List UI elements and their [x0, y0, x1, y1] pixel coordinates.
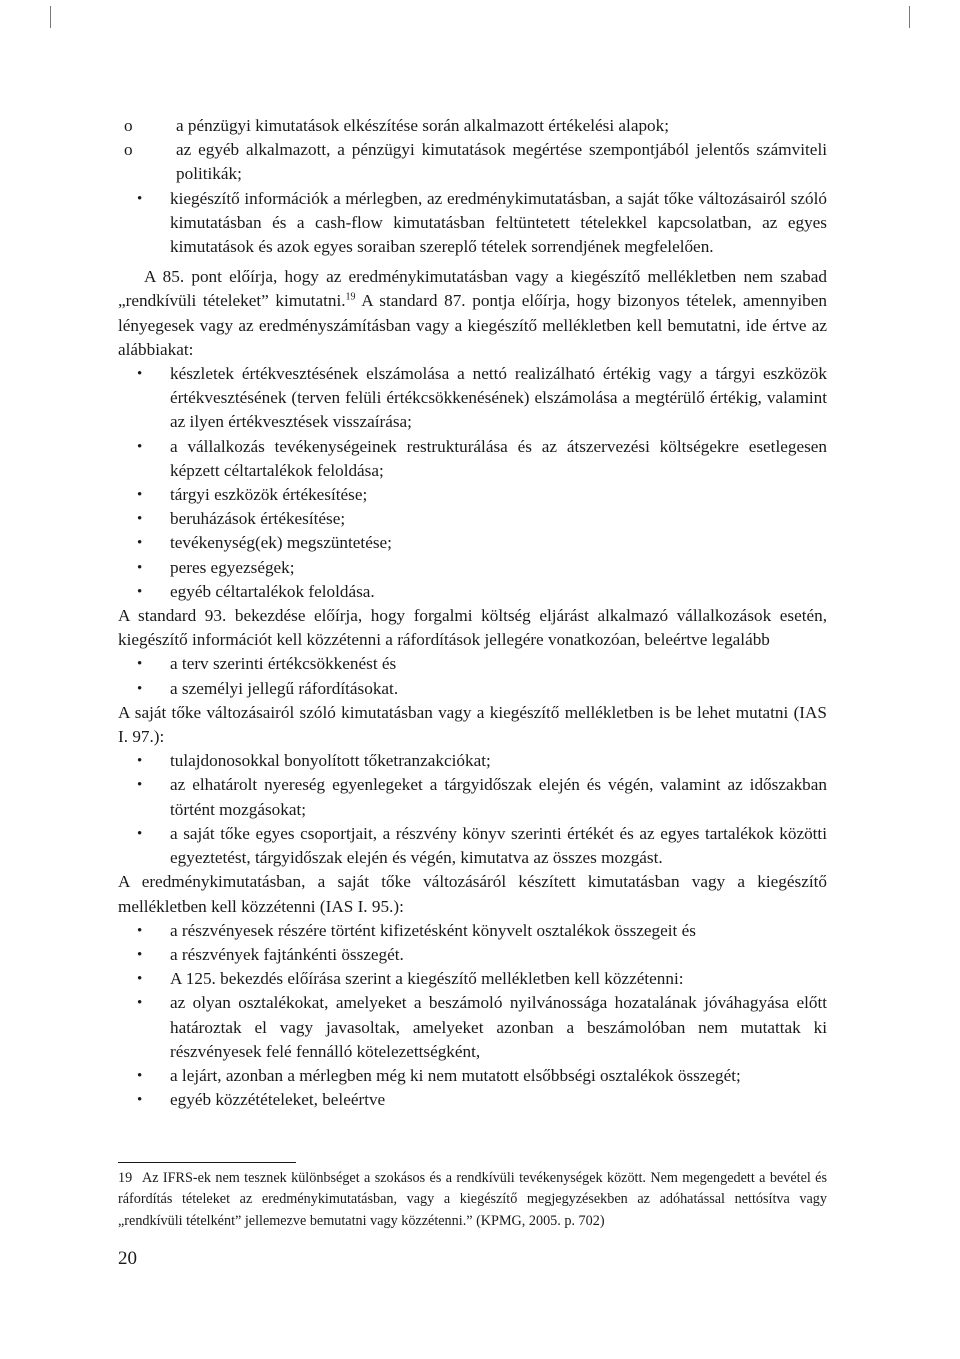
paragraph-text: A standard 87. pontja előírja, hogy bizonyos tételek, amennyiben lényegesek vagy az eredményszámításban vagy a kiegészítő mellékletben kell bemutatni, ide értve az alábbiakat: [118, 291, 827, 359]
list-item [124, 114, 827, 138]
bullet-icon: • [137, 753, 143, 770]
bullet-icon: • [137, 777, 143, 794]
list-item-text: peres egyezségek; [170, 557, 295, 577]
bullet-icon: • [137, 511, 143, 528]
body-text [118, 114, 827, 1112]
list-item [137, 773, 827, 821]
circle-bullet-icon: o [124, 116, 133, 135]
list-item [137, 531, 827, 555]
list-item-text: a részvényesek részére történt kifizetésként könyvelt osztalékok összegeit és [170, 920, 696, 940]
paragraph-ias-95: A eredménykimutatásban, a saját tőke változásáról készített kimutatásban vagy a kiegészítő mellékletben kell közzétenni (IAS I. 95.): [118, 872, 827, 916]
list-item [137, 507, 827, 531]
paragraph-ias-97: A saját tőke változásairól szóló kimutatásban vagy a kiegészítő mellékletben is be lehet mutatni (IAS I. 97.): [118, 702, 827, 747]
list-item-text: készletek értékvesztésének elszámolása a nettó realizálható értékig vagy a tárgyi eszközök értékvesztésének (terven felüli értékcsökkenésének) elszámolása a megtérülő értékig, valamint az ilyen értékvesztések visszaírása; [170, 364, 827, 432]
bullet-icon: • [137, 438, 143, 455]
list-item-text: a saját tőke egyes csoportjait, a részvény könyv szerinti értékét és az egyes tartalékok közötti egyeztetést, tárgyidőszak elején és végén, kimutatva az összes mozgást. [170, 823, 827, 868]
bullet-icon: • [137, 487, 143, 504]
sub-list [118, 114, 827, 187]
crop-mark-left [50, 6, 51, 28]
items-list-97 [118, 749, 827, 870]
list-item-text: a részvények fajtánkénti összegét. [170, 944, 404, 964]
list-item [137, 1088, 827, 1112]
list-item [137, 362, 827, 435]
bullet-icon: • [137, 680, 143, 697]
list-item-text: egyéb céltartalékok feloldása. [170, 581, 375, 601]
bullet-icon: • [137, 535, 143, 552]
bullet-icon: • [137, 946, 143, 963]
list-item-text: tevékenység(ek) megszüntetése; [170, 533, 392, 553]
bullet-icon: • [137, 1092, 143, 1109]
list-item [137, 991, 827, 1064]
bullet-icon: • [137, 825, 143, 842]
list-item-text: A 125. bekezdés előírása szerint a kiegészítő mellékletben kell közzétenni: [170, 969, 684, 989]
items-list-95 [118, 919, 827, 1113]
list-item-text: az egyéb alkalmazott, a pénzügyi kimutatások megértése szempontjából jelentős számviteli politikák; [176, 140, 827, 184]
list-item-text: egyéb közzétételeket, beleértve [170, 1090, 386, 1110]
list-item-text: beruházások értékesítése; [170, 509, 346, 529]
crop-mark-right [909, 6, 910, 28]
page-number: 20 [118, 1248, 137, 1269]
list-item-text: tulajdonosokkal bonyolított tőketranzakciókat; [170, 751, 491, 771]
list-item-text: a vállalkozás tevékenységeinek restrukturálása és az átszervezési költségekre esetlegesen képzett céltartalékok feloldása; [170, 436, 827, 480]
bullet-icon: • [137, 559, 143, 576]
footnote-reference: 19 [345, 291, 356, 303]
paragraph-text: A 85. pont előírja, hogy az eredménykimutatásban vagy a kiegészítő mellékletben nem szabad „rendkívüli tételeket” kimutatni. [118, 267, 827, 311]
list-item-text: a személyi jellegű ráfordításokat. [170, 678, 399, 698]
footnote [118, 1168, 827, 1232]
list-item [137, 822, 827, 870]
list-item [137, 1064, 827, 1088]
items-list-87 [118, 362, 827, 604]
list-item-text: az olyan osztalékokat, amelyeket a beszámoló nyilvánossága hozatalának jóváhagyása előtt határoztak el vagy javasoltak, amelyeket azonban a beszámolóban nem mutattak ki részvényesek felé fennálló kötelezettségként, [170, 993, 827, 1061]
footnote-divider [118, 1162, 296, 1163]
list-item [137, 652, 827, 676]
items-list-93 [118, 652, 827, 700]
paragraph-93: A standard 93. bekezdése előírja, hogy forgalmi költség eljárást alkalmazó vállalkozások esetén, kiegészítő információt kell közzétenni a ráfordítások jellegére vonatkozóan, beleértve legalább [118, 606, 827, 650]
bullet-icon: • [137, 366, 143, 383]
list-item [137, 580, 827, 604]
list-item [137, 677, 827, 701]
list-item [137, 943, 827, 967]
bullet-icon: • [137, 971, 143, 988]
list-item [137, 435, 827, 483]
circle-bullet-icon: o [124, 140, 133, 160]
list-item [124, 138, 827, 186]
list-item [137, 483, 827, 507]
list-item-text: a terv szerinti értékcsökkenést és [170, 654, 397, 674]
list-item-text: az elhatárolt nyereség egyenlegeket a tárgyidőszak elején és végén, valamint az időszakban történt mozgásokat; [170, 775, 827, 819]
list-item-text: tárgyi eszközök értékesítése; [170, 485, 368, 505]
list-item [137, 919, 827, 943]
paragraph-85 [118, 265, 827, 362]
list-item [137, 967, 827, 991]
list-item [137, 556, 827, 580]
bullet-icon: • [137, 583, 143, 600]
list-item-text: a lejárt, azonban a mérlegben még ki nem mutatott elsőbbségi osztalékok összegét; [170, 1065, 741, 1085]
list-item [137, 749, 827, 773]
list-item [137, 187, 827, 260]
bullet-icon: • [137, 1067, 143, 1084]
list-item-text: a pénzügyi kimutatások elkészítése során alkalmazott értékelési alapok; [176, 116, 669, 135]
footnote-number: 19 [118, 1170, 133, 1186]
bullet-icon: • [137, 656, 143, 673]
bullet-icon: • [137, 190, 143, 207]
intro-list [118, 187, 827, 260]
bullet-icon: • [137, 995, 143, 1012]
footnote-text: Az IFRS-ek nem tesznek különbséget a szokásos és a rendkívüli tevékenységek között. Nem megengedett a bevétel és ráfordítás tételeket az eredménykimutatásban, vagy a kiegészítő megjegyzésekben az adóhatással nettósítva vagy „rendkívüli tételként” jellemezve bemutatni vagy közzétenni.” (KPMG, 2005. p. 702) [118, 1170, 827, 1229]
list-item-text: kiegészítő információk a mérlegben, az eredménykimutatásban, a saját tőke változásairól szóló kimutatásban és a cash-flow kimutatásban feltüntetett tételekkel kapcsolatban, az egyes kimutatások és azok egyes soraiban szereplő tételek sorrendjének megfelelően. [170, 188, 827, 257]
bullet-icon: • [137, 922, 143, 939]
